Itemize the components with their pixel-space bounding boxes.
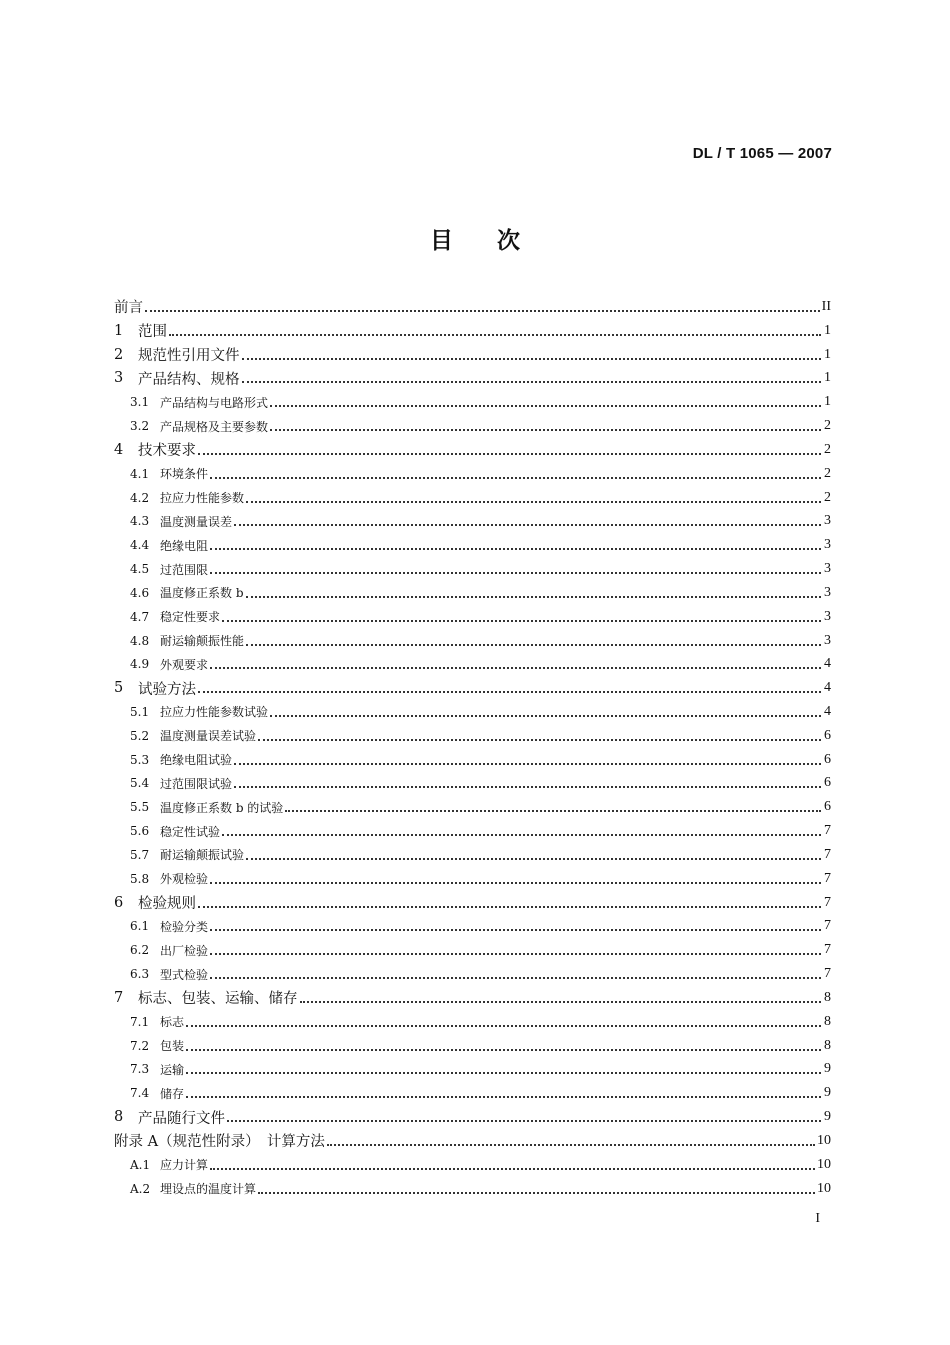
toc-dot-leader [234, 784, 821, 788]
toc-dot-leader [198, 689, 821, 693]
toc-entry-number: 6.1 [130, 919, 150, 934]
toc-entry-label: 应力计算 [160, 1158, 209, 1173]
toc-entry-page: 6 [824, 751, 831, 767]
toc-entry[interactable] [114, 891, 831, 915]
toc-entry[interactable] [114, 486, 831, 510]
toc-entry-number: 5.1 [130, 704, 150, 719]
toc-entry-number: 2 [114, 346, 124, 363]
toc-entry[interactable] [114, 1081, 831, 1105]
toc-entry-number: 4.4 [130, 538, 150, 553]
toc-entry-page: 3 [824, 584, 831, 600]
toc-dot-leader [242, 356, 822, 360]
toc-entry-number: 7.1 [130, 1014, 150, 1029]
toc-entry[interactable] [114, 366, 831, 390]
toc-entry-label: 产品结构与电路形式 [160, 395, 269, 410]
toc-entry-label: 运输 [160, 1062, 185, 1077]
toc-entry[interactable] [114, 772, 831, 796]
toc-entry[interactable] [114, 557, 831, 581]
toc-entry-label: 稳定性要求 [160, 610, 221, 625]
toc-entry[interactable] [114, 462, 831, 486]
toc-dot-leader [210, 880, 821, 884]
toc-entry-number: A.1 [130, 1157, 151, 1172]
toc-entry-number: 4.3 [130, 514, 150, 529]
toc-entry[interactable] [114, 295, 831, 319]
toc-dot-leader [169, 332, 821, 336]
toc-entry-number: 5.5 [130, 800, 150, 815]
toc-dot-leader [234, 761, 821, 765]
toc-entry-label: 型式检验 [160, 967, 209, 982]
toc-dot-leader [186, 1070, 821, 1074]
toc-entry-label: 标志 [160, 1015, 185, 1030]
toc-entry-number: 4.2 [130, 490, 150, 505]
toc-entry-number: 3 [114, 370, 124, 387]
toc-entry-number: 5.6 [130, 824, 150, 839]
toc-entry-number: 7.4 [130, 1086, 150, 1101]
toc-entry-page: 6 [824, 775, 831, 791]
toc-entry-number: 7 [114, 989, 124, 1006]
toc-entry-page: 6 [824, 727, 831, 743]
toc-entry[interactable] [114, 724, 831, 748]
toc-dot-leader [186, 1023, 821, 1027]
toc-entry-page: 10 [817, 1132, 831, 1148]
toc-dot-leader [210, 475, 821, 479]
toc-entry-page: 3 [824, 537, 831, 553]
toc-entry-page: 7 [824, 894, 831, 910]
toc-entry-number: 4.1 [130, 466, 150, 481]
toc-entry[interactable] [114, 962, 831, 986]
toc-entry[interactable] [114, 986, 831, 1010]
toc-dot-leader [246, 856, 821, 860]
toc-entry[interactable] [114, 1105, 831, 1129]
toc-entry-number: 5.7 [130, 847, 150, 862]
toc-dot-leader [327, 1142, 815, 1146]
toc-entry[interactable] [114, 438, 831, 462]
toc-entry-label: 环境条件 [160, 467, 209, 482]
toc-entry-label: 范围 [138, 324, 167, 341]
toc-entry-number: 3.2 [130, 419, 150, 434]
toc-entry-number: A.2 [130, 1181, 151, 1196]
toc-entry-label: 试验方法 [138, 681, 196, 698]
toc-entry-label: 拉应力性能参数 [160, 491, 245, 506]
toc-entry-page: 7 [824, 870, 831, 886]
toc-dot-leader [210, 927, 821, 931]
table-of-contents [114, 295, 831, 1200]
toc-entry-label: 埋设点的温度计算 [160, 1182, 257, 1197]
toc-dot-leader [186, 1094, 821, 1098]
toc-entry-number: 7.2 [130, 1038, 150, 1053]
toc-entry[interactable] [114, 700, 831, 724]
toc-entry-number: 1 [114, 322, 124, 339]
toc-dot-leader [222, 832, 821, 836]
toc-dot-leader [246, 499, 821, 503]
toc-entry-page: 4 [824, 680, 831, 696]
toc-dot-leader [210, 570, 821, 574]
toc-entry-number: 4.9 [130, 657, 150, 672]
toc-entry-number: 5.4 [130, 776, 150, 791]
toc-entry-page: 8 [824, 989, 831, 1005]
toc-entry-label: 附录 A（规范性附录） 计算方法 [114, 1134, 325, 1151]
toc-entry-label: 规范性引用文件 [138, 348, 240, 365]
toc-entry[interactable] [114, 1153, 831, 1177]
toc-entry-page: 7 [824, 942, 831, 958]
toc-entry-label: 标志、包装、运输、储存 [138, 991, 298, 1008]
toc-entry-page: 1 [824, 394, 831, 410]
toc-dot-leader [300, 999, 822, 1003]
toc-entry-number: 3.1 [130, 395, 150, 410]
toc-dot-leader [270, 403, 821, 407]
toc-entry[interactable] [114, 1129, 831, 1153]
toc-entry-label: 温度修正系数 b 的试验 [160, 800, 284, 815]
toc-entry-label: 稳定性试验 [160, 824, 221, 839]
toc-entry-label: 温度修正系数 b [160, 586, 244, 601]
page-title: 目次 [430, 228, 564, 254]
toc-entry-page: 9 [824, 1109, 831, 1125]
toc-entry-page: 7 [824, 823, 831, 839]
toc-dot-leader [210, 951, 821, 955]
toc-entry[interactable] [114, 748, 831, 772]
toc-entry-page: 6 [824, 799, 831, 815]
toc-entry-number: 4.8 [130, 633, 150, 648]
toc-entry-page: 3 [824, 632, 831, 648]
toc-dot-leader [222, 618, 821, 622]
toc-entry-number: 4.7 [130, 609, 150, 624]
toc-entry-label: 外观检验 [160, 872, 209, 887]
toc-entry-label: 绝缘电阻 [160, 538, 209, 553]
toc-entry[interactable] [114, 843, 831, 867]
toc-entry[interactable] [114, 938, 831, 962]
toc-dot-leader [246, 594, 822, 598]
toc-entry-number: 4 [114, 441, 124, 458]
toc-dot-leader [198, 904, 821, 908]
footer-page-number: I [815, 1211, 820, 1226]
toc-entry-number: 5.2 [130, 728, 150, 743]
toc-entry-label: 温度测量误差试验 [160, 729, 257, 744]
toc-entry-page: 1 [824, 346, 831, 362]
toc-dot-leader [242, 379, 822, 383]
toc-entry-page: 2 [824, 465, 831, 481]
toc-entry-number: 7.3 [130, 1062, 150, 1077]
toc-entry-page: 9 [824, 1085, 831, 1101]
toc-entry-label: 温度测量误差 [160, 514, 233, 529]
toc-entry-page: 7 [824, 918, 831, 934]
toc-dot-leader [227, 1118, 821, 1122]
toc-entry-label: 储存 [160, 1086, 185, 1101]
toc-entry[interactable] [114, 652, 831, 676]
toc-entry-page: 7 [824, 966, 831, 982]
toc-entry[interactable] [114, 509, 831, 533]
toc-entry-label: 产品随行文件 [138, 1110, 225, 1127]
toc-entry[interactable] [114, 1058, 831, 1082]
toc-dot-leader [186, 1047, 821, 1051]
toc-entry-label: 产品结构、规格 [138, 371, 240, 388]
toc-dot-leader [258, 1190, 815, 1194]
toc-entry-page: 4 [824, 656, 831, 672]
toc-entry-number: 5.3 [130, 752, 150, 767]
toc-entry-page: 3 [824, 561, 831, 577]
toc-entry-label: 包装 [160, 1039, 185, 1054]
toc-entry-page: 2 [824, 418, 831, 434]
toc-entry-label: 检验规则 [138, 896, 196, 913]
toc-entry[interactable] [114, 795, 831, 819]
toc-entry-number: 5 [114, 680, 124, 697]
toc-entry-page: 1 [824, 322, 831, 338]
toc-entry-page: 1 [824, 370, 831, 386]
toc-entry-label: 出厂检验 [160, 943, 209, 958]
toc-entry[interactable] [114, 319, 831, 343]
toc-entry[interactable] [114, 581, 831, 605]
toc-entry[interactable] [114, 819, 831, 843]
toc-dot-leader [210, 665, 821, 669]
toc-entry[interactable] [114, 1177, 831, 1201]
toc-dot-leader [198, 451, 821, 455]
toc-dot-leader [285, 808, 821, 812]
toc-entry-page: 4 [824, 703, 831, 719]
toc-entry-label: 外观要求 [160, 657, 209, 672]
toc-entry-page: 10 [817, 1180, 831, 1196]
toc-entry-number: 6.2 [130, 943, 150, 958]
toc-entry-label: 过范围限试验 [160, 776, 233, 791]
toc-entry[interactable] [114, 343, 831, 367]
toc-entry-number: 6.3 [130, 967, 150, 982]
toc-entry-page: 8 [824, 1037, 831, 1053]
toc-entry[interactable] [114, 915, 831, 939]
toc-entry[interactable] [114, 1010, 831, 1034]
toc-dot-leader [246, 642, 821, 646]
toc-dot-leader [210, 1166, 815, 1170]
toc-dot-leader [270, 427, 821, 431]
toc-entry[interactable] [114, 605, 831, 629]
toc-entry[interactable] [114, 629, 831, 653]
toc-dot-leader [258, 737, 821, 741]
toc-entry-page: 10 [817, 1156, 831, 1172]
toc-entry-label: 拉应力性能参数试验 [160, 705, 269, 720]
toc-dot-leader [270, 713, 821, 717]
toc-entry[interactable] [114, 533, 831, 557]
toc-entry-label: 技术要求 [138, 443, 196, 460]
toc-dot-leader [145, 308, 820, 312]
toc-entry-label: 前言 [114, 300, 143, 317]
toc-entry-page: 8 [824, 1013, 831, 1029]
toc-entry-label: 检验分类 [160, 919, 209, 934]
toc-entry-label: 绝缘电阻试验 [160, 753, 233, 768]
toc-entry-label: 耐运输颠振试验 [160, 848, 245, 863]
standard-number: DL / T 1065 — 2007 [692, 145, 832, 162]
toc-entry-label: 耐运输颠振性能 [160, 634, 245, 648]
toc-entry-page: 2 [824, 489, 831, 505]
toc-entry-page: 3 [824, 513, 831, 529]
toc-entry-number: 8 [114, 1109, 124, 1126]
toc-dot-leader [210, 975, 821, 979]
toc-entry-page: 2 [824, 441, 831, 457]
toc-entry-number: 4.5 [130, 562, 150, 577]
toc-entry-number: 6 [114, 894, 124, 911]
toc-entry[interactable] [114, 676, 831, 700]
toc-dot-leader [210, 546, 821, 550]
toc-entry[interactable] [114, 867, 831, 891]
toc-entry-number: 4.6 [130, 585, 150, 600]
toc-entry-page: 7 [824, 846, 831, 862]
toc-entry-page: 9 [824, 1061, 831, 1077]
toc-entry-label: 产品规格及主要参数 [160, 419, 269, 434]
toc-entry-page: 3 [824, 608, 831, 624]
toc-entry-page: II [821, 298, 831, 314]
toc-entry[interactable] [114, 414, 831, 438]
toc-entry[interactable] [114, 390, 831, 414]
toc-dot-leader [234, 522, 821, 526]
toc-entry-number: 5.8 [130, 871, 150, 886]
toc-entry[interactable] [114, 1034, 831, 1058]
toc-entry-label: 过范围限 [160, 562, 209, 577]
